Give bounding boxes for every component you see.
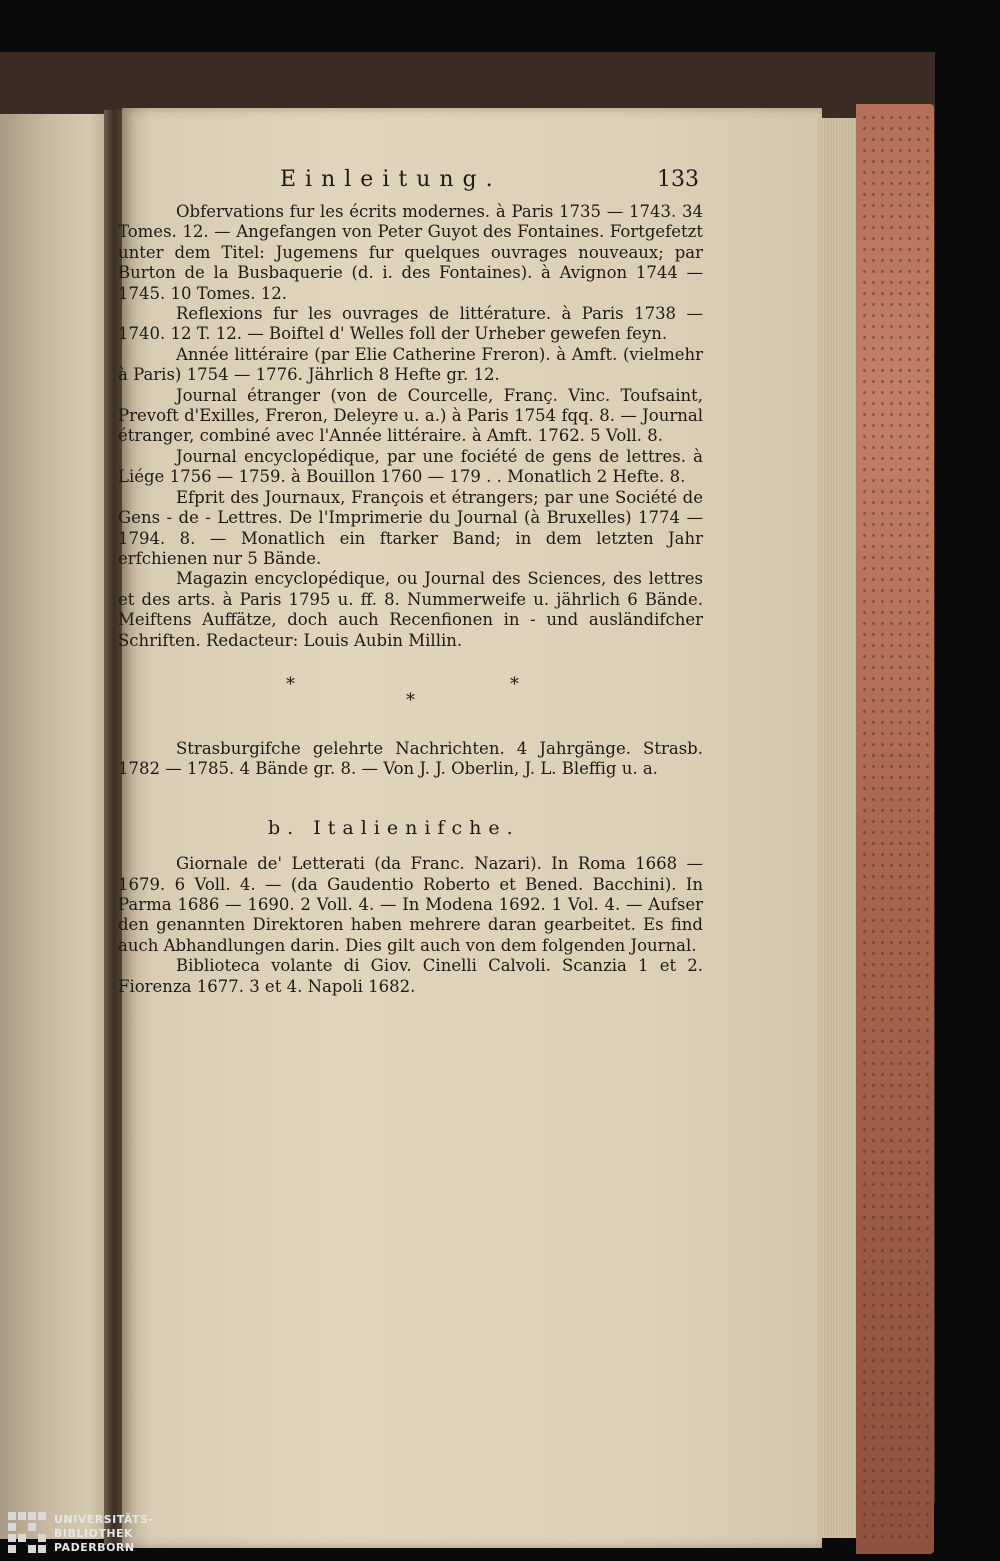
previous-page-edge xyxy=(0,114,112,1539)
bibliography-entry: Magazin encyclopédique, ou Journal des Sciences, des lettres et des arts. à Paris 1795 u. ff. 8. Nummerweife u. jährlich 6 Bände. Meiftens Auffätze, doch auch Recenfionen in - und ausländifcher Schriften. Redacteur: Louis Aubin Millin. xyxy=(118,569,703,650)
page-text xyxy=(118,162,703,997)
bibliography-entry: Journal étranger (von de Courcelle, Franç. Vinc. Toufsaint, Prevoft d'Exilles, Freron, Deleyre u. a.) à Paris 1754 fqq. 8. — Journal étranger, combiné avec l'Année littéraire. à Amft. 1762. 5 Voll. 8. xyxy=(118,385,703,446)
asterisk: * xyxy=(286,673,295,695)
cover-speckle-texture xyxy=(860,112,930,1542)
bibliography-entry: Journal encyclopédique, par une fociété de gens de lettres. à Liége 1756 — 1759. à Bouillon 1760 — 179 . . Monatlich 2 Hefte. 8. xyxy=(118,446,703,487)
bibliography-entry: Reflexions fur les ouvrages de littérature. à Paris 1738 — 1740. 12 T. 12. — Boiftel d' Welles foll der Urheber gewefen feyn. xyxy=(118,304,703,344)
bibliography-entry: Giornale de' Letterati (da Franc. Nazari). In Roma 1668 — 1679. 6 Voll. 4. — (da Gaudentio Roberto et Bened. Bacchini). In Parma 1686 — 1690. 2 Voll. 4. — In Modena 1692. 1 Vol. 4. — Aufser den genannten Direktoren haben mehrere daran gearbeitet. Es find auch Abhandlungen darin. Dies gilt auch von dem folgenden Journal. xyxy=(118,854,703,955)
asterism-ornament xyxy=(118,661,703,739)
bibliography-entry: Obfervations fur les écrits modernes. à Paris 1735 — 1743. 34 Tomes. 12. — Angefangen von Peter Guyot des Fontaines. Fortgefetzt unter dem Titel: Jugemens fur quelques ouvrages nouveaux; par Burton de la Busbaquerie (d. i. des Fontaines). à Avignon 1744 — 1745. 10 Tomes. 12. xyxy=(118,202,703,303)
library-name-line: BIBLIOTHEK xyxy=(54,1527,134,1540)
section-heading: b. Italienifche. xyxy=(268,816,520,839)
bibliography-entry: Efprit des Journaux, François et étrangers; par une Société de Gens - de - Lettres. De l'Imprimerie du Journal (à Bruxelles) 1774 — 1794. 8. — Monatlich ein ftarker Band; in dem letzten Jahr erfchienen nur 5 Bände. xyxy=(118,487,703,568)
page-number: 133 xyxy=(657,167,699,192)
library-logo xyxy=(8,1510,248,1558)
page-edges xyxy=(818,118,858,1538)
library-name xyxy=(54,1513,154,1555)
bibliography-entry: Année littéraire (par Elie Catherine Freron). à Amft. (vielmehr à Paris) 1754 — 1776. Jährlich 8 Hefte gr. 12. xyxy=(118,344,703,385)
asterisk: * xyxy=(510,673,519,695)
bibliography-entry: Biblioteca volante di Giov. Cinelli Calvoli. Scanzia 1 et 2. Fiorenza 1677. 3 et 4. Napoli 1682. xyxy=(118,956,703,996)
library-name-line: UNIVERSITÄTS- xyxy=(54,1513,154,1526)
page-header xyxy=(118,162,703,202)
asterisk: * xyxy=(406,689,415,711)
running-title: Einleitung. xyxy=(280,167,502,192)
library-logo-mark xyxy=(8,1512,48,1556)
bibliography-entry: Strasburgifche gelehrte Nachrichten. 4 Jahrgänge. Strasb. 1782 — 1785. 4 Bände gr. 8. — Von J. J. Oberlin, J. L. Bleffig u. a. xyxy=(118,738,703,779)
library-name-line: PADERBORN xyxy=(54,1541,135,1554)
